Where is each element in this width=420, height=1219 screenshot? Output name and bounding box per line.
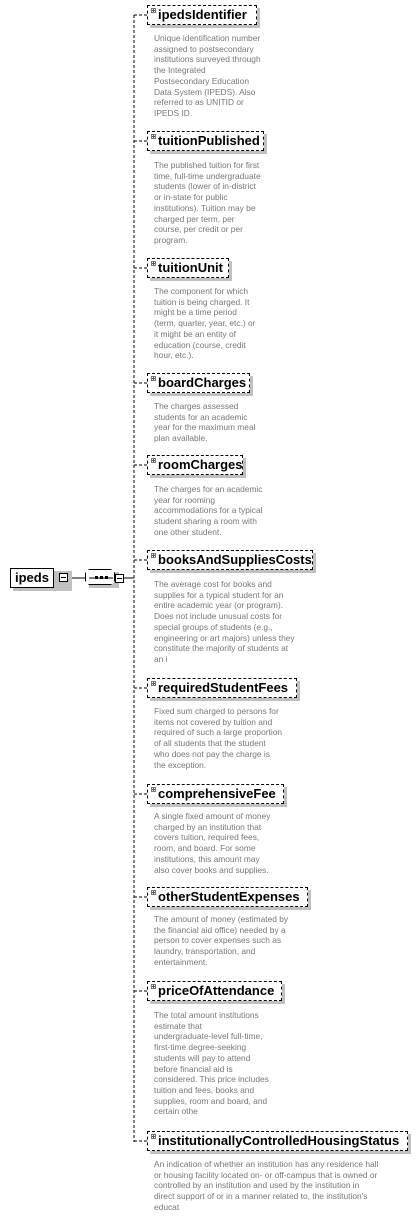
element-description	[154, 1010, 269, 1117]
element-priceOfAttendance[interactable]	[147, 981, 282, 1001]
description-line: engineering or art majors) unless they	[154, 632, 295, 643]
element-type-icon	[151, 8, 156, 13]
element-roomCharges[interactable]	[147, 455, 243, 475]
description-line: The component for which	[154, 286, 249, 296]
element-type-icon	[151, 134, 156, 139]
description-line: Unique identification number	[154, 33, 261, 43]
description-line: student sharing a room with	[154, 516, 257, 527]
element-name-label: roomCharges	[158, 457, 243, 472]
description-line: or housing facility located on- or off-campus that is owned or	[154, 1169, 378, 1180]
description-line: education (course, credit	[154, 339, 246, 350]
element-name-label: ipedsIdentifier	[158, 7, 247, 22]
description-line: students for an academic	[154, 411, 248, 422]
element-type-icon	[151, 787, 156, 792]
description-line: entire academic year (or program).	[154, 600, 283, 611]
element-name-label: boardCharges	[158, 375, 247, 390]
description-line: course, per credit or per	[154, 224, 243, 235]
description-line: estimate that	[154, 1020, 202, 1031]
element-booksAndSuppliesCosts[interactable]	[147, 550, 313, 570]
element-name-label: tuitionUnit	[158, 260, 223, 275]
description-line: one other student.	[154, 526, 222, 537]
description-line: A single fixed amount of money	[154, 811, 271, 821]
description-line: special groups of students (e.g.,	[154, 621, 273, 632]
description-line: Postsecondary Education	[154, 75, 249, 86]
description-line: charged per term, per	[154, 213, 235, 224]
description-line: also cover books and supplies.	[154, 864, 269, 875]
description-line: an i	[154, 653, 168, 664]
description-line: of all students that the student	[154, 738, 266, 749]
description-line: Data System (IPEDS). Also	[154, 86, 256, 97]
description-line: hour, etc.).	[154, 350, 194, 361]
description-line: the exception.	[154, 759, 207, 770]
element-tuitionUnit[interactable]	[147, 258, 229, 278]
element-description	[154, 914, 288, 968]
element-requiredStudentFees[interactable]	[147, 678, 297, 698]
description-line: before financial aid is	[154, 1063, 233, 1074]
description-line: The average cost for books and	[154, 579, 272, 589]
description-line: controlled by an institution and used by the institution in	[154, 1180, 360, 1191]
description-line: institutions, this amount may	[154, 853, 260, 864]
sequence-dots-icon	[86, 570, 116, 586]
description-line: educat	[154, 1201, 180, 1212]
element-ipedsIdentifier[interactable]	[147, 5, 257, 25]
description-line: might be a time period	[154, 307, 237, 318]
description-line: room, and board. For some	[154, 843, 256, 854]
description-line: or in-state for public	[154, 192, 228, 203]
element-boardCharges[interactable]	[147, 373, 250, 393]
description-line: person to cover expenses such as	[154, 935, 282, 946]
description-line: Fixed sum charged to persons for	[154, 706, 279, 716]
description-line: accommodations for a typical	[154, 505, 263, 516]
description-line: charged by an institution that	[154, 821, 262, 832]
element-name-label: booksAndSuppliesCosts	[158, 552, 312, 567]
description-line: it might be an entity of	[154, 328, 236, 339]
element-name-label: institutionallyControlledHousingStatus	[158, 1133, 400, 1148]
branch-lines	[134, 15, 147, 1141]
description-line: The published tuition for first	[154, 160, 260, 170]
description-line: the Integrated	[154, 65, 206, 76]
description-line: tuition and fees, books and	[154, 1084, 255, 1095]
description-line: institutions surveyed through	[154, 54, 261, 65]
description-line: The charges assessed	[154, 401, 239, 411]
description-line: the financial aid office) needed by a	[154, 924, 286, 935]
element-name-label: comprehensiveFee	[158, 786, 276, 801]
root-element-box[interactable]	[10, 568, 54, 588]
element-description	[154, 401, 255, 444]
description-line: items not covered by tuition and	[154, 716, 273, 727]
description-line: referred to as UNITID or	[154, 97, 244, 108]
description-line: The amount of money (estimated by	[154, 914, 289, 924]
element-type-icon	[151, 890, 156, 895]
sequence-collapse-toggle-icon[interactable]	[115, 574, 124, 583]
description-line: time, full-time undergraduate	[154, 170, 261, 181]
element-type-icon	[151, 681, 156, 686]
description-line: year for rooming	[154, 494, 215, 505]
element-type-icon	[151, 984, 156, 989]
description-line: required of such a large proportion	[154, 727, 283, 738]
element-description	[154, 286, 255, 361]
description-line: (term, quarter, year, etc.) or	[154, 318, 256, 329]
element-description	[154, 484, 262, 538]
description-line: Does not include unusual costs for	[154, 611, 283, 622]
root-element-label: ipeds	[15, 570, 49, 585]
description-line: institutions). Tuition may be	[154, 202, 256, 213]
element-name-label: requiredStudentFees	[158, 680, 289, 695]
description-line: students will pay to attend	[154, 1052, 251, 1063]
element-description	[154, 706, 282, 770]
description-line: supplies for a typical student for an	[154, 589, 284, 600]
element-type-icon	[151, 1134, 156, 1139]
description-line: The charges for an academic	[154, 484, 263, 494]
description-line: entertainment.	[154, 956, 208, 967]
description-line: tuition is being charged. It	[154, 296, 250, 307]
description-line: An indication of whether an institution has any residence hall	[154, 1159, 379, 1169]
description-line: first-time degree-seeking	[154, 1042, 247, 1053]
element-description	[154, 811, 270, 875]
element-name-label: otherStudentExpenses	[158, 889, 300, 904]
element-name-label: priceOfAttendance	[158, 983, 275, 998]
element-description	[154, 160, 261, 246]
description-line: The total amount institutions	[154, 1010, 259, 1020]
element-description	[154, 1159, 378, 1213]
description-line: assigned to postsecondary	[154, 43, 254, 54]
description-line: laundry, transportation, and	[154, 946, 256, 957]
description-line: constitute the majority of students at	[154, 643, 289, 654]
description-line: who does not pay the charge is	[154, 748, 270, 759]
element-institutionallyControlledHousingStatus[interactable]	[147, 1131, 408, 1151]
description-line: covers tuition, required fees,	[154, 832, 260, 843]
element-description	[154, 579, 295, 665]
description-line: certain othe	[154, 1106, 198, 1117]
description-line: program.	[154, 234, 188, 245]
description-line: students (lower of in-district	[154, 181, 256, 192]
element-description	[154, 33, 261, 119]
description-line: direct support of or in a manner related to, the institution's	[154, 1191, 368, 1202]
element-type-icon	[151, 553, 156, 558]
element-otherStudentExpenses[interactable]	[147, 887, 308, 907]
description-line: plan available.	[154, 433, 208, 444]
description-line: supplies, room and board, and	[154, 1095, 268, 1106]
element-type-icon	[151, 458, 156, 463]
sequence-compositor-icon[interactable]	[85, 569, 115, 585]
element-type-icon	[151, 376, 156, 381]
description-line: IPEDS ID.	[154, 107, 193, 118]
element-tuitionPublished[interactable]	[147, 131, 264, 151]
element-comprehensiveFee[interactable]	[147, 784, 284, 804]
description-line: undergraduate-level full-time,	[154, 1031, 263, 1042]
description-line: year for the maximum meal	[154, 422, 256, 433]
element-name-label: tuitionPublished	[158, 133, 260, 148]
root-collapse-toggle-icon[interactable]	[59, 573, 68, 582]
element-type-icon	[151, 261, 156, 266]
description-line: considered. This price includes	[154, 1074, 269, 1085]
